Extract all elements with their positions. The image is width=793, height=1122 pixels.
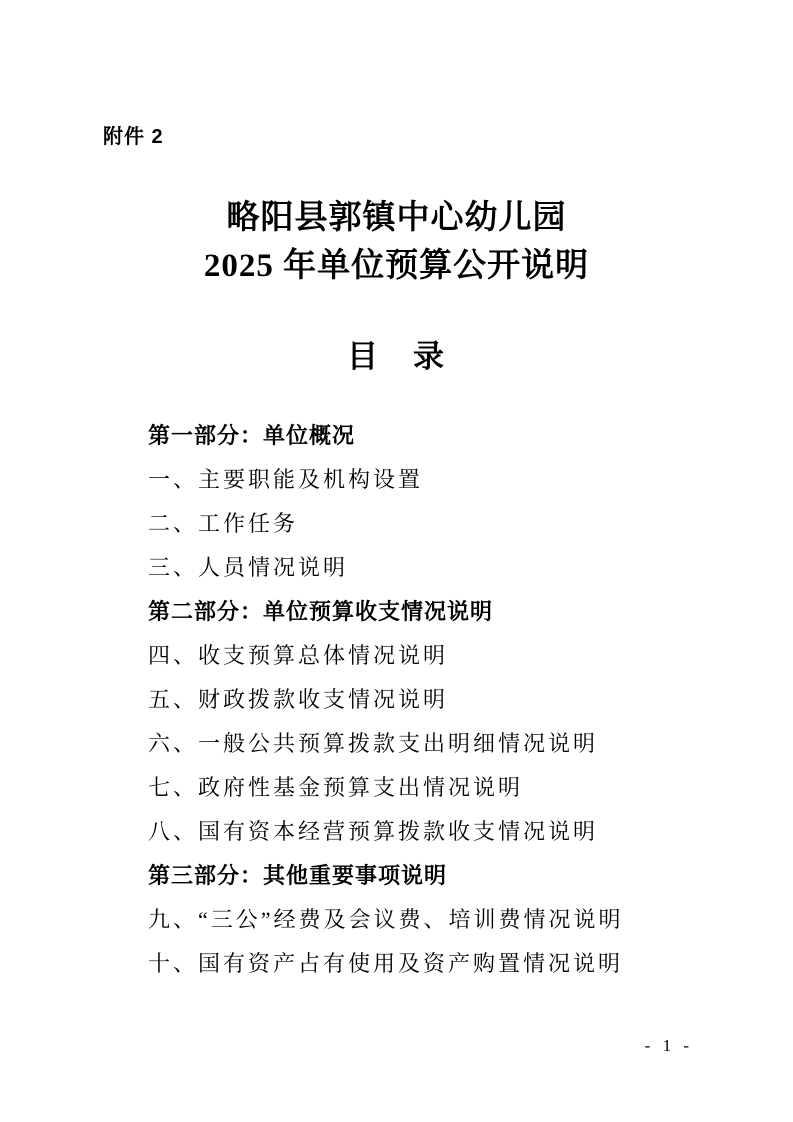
toc-section-header: 第二部分：单位预算收支情况说明 — [148, 599, 494, 624]
toc-heading: 目 录 — [347, 339, 446, 374]
toc-entry: 八、国有资本经营预算拨款收支情况说明 — [148, 819, 599, 844]
toc-entry: 九、“三公”经费及会议费、培训费情况说明 — [148, 907, 624, 932]
toc-entry: 七、政府性基金预算支出情况说明 — [148, 775, 524, 800]
toc-entry: 一、主要职能及机构设置 — [148, 467, 424, 492]
table-of-contents — [148, 421, 713, 993]
document-title — [0, 194, 793, 290]
toc-section-header: 第三部分：其他重要事项说明 — [148, 863, 448, 888]
toc-section-header: 第一部分：单位概况 — [148, 423, 356, 448]
page-number: - 1 - — [644, 1036, 693, 1055]
toc-entry: 三、人员情况说明 — [148, 555, 349, 580]
document-title-line-1: 略阳县郭镇中心幼儿园 — [226, 200, 567, 236]
attachment-label: 附件 2 — [103, 126, 164, 148]
toc-entry: 十、国有资产占有使用及资产购置情况说明 — [148, 951, 624, 976]
toc-entry: 二、工作任务 — [148, 511, 299, 536]
toc-entry: 五、财政拨款收支情况说明 — [148, 687, 449, 712]
document-title-line-2: 2025 年单位预算公开说明 — [203, 248, 590, 284]
toc-entry: 四、收支预算总体情况说明 — [148, 643, 449, 668]
toc-entry: 六、一般公共预算拨款支出明细情况说明 — [148, 731, 599, 756]
